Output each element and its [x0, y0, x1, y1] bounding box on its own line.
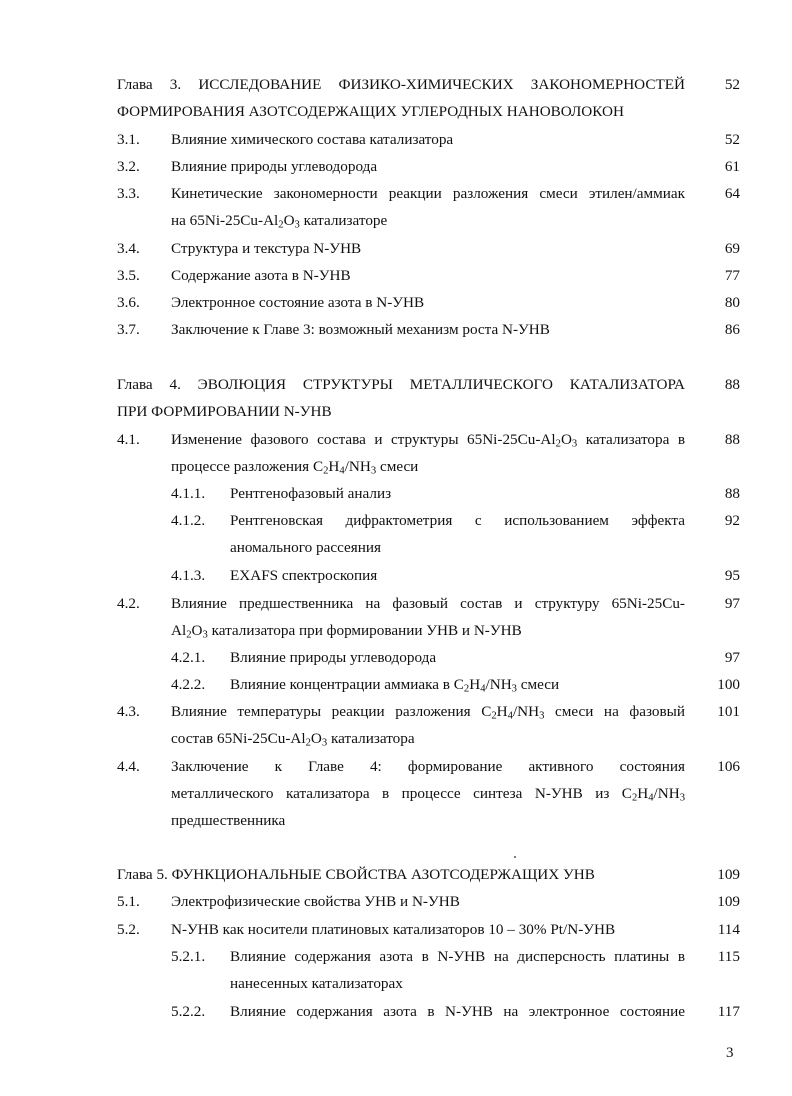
- section-page: 101: [717, 703, 740, 720]
- section-page: 95: [724, 567, 740, 584]
- section-page: 80: [724, 294, 740, 311]
- section-title-line2: $Al_2O_3$ катализатора при формировании УНВ и N-УНВ: [171, 622, 522, 641]
- section-title: [171, 753, 685, 835]
- section-title: Влияние концентрации аммиака в $C_2H_4/NH_3$ смеси: [230, 676, 560, 695]
- section-title-line1: Влияние предшественника на фазовый состав и структуру 65Ni-25Cu-: [171, 595, 685, 612]
- section-page: 100: [717, 676, 740, 693]
- section-number: 3.7.: [117, 321, 140, 338]
- section-page: 92: [724, 512, 740, 529]
- section-title-line1: Влияние содержания азота в N-УНВ на электронное состояние: [230, 1003, 685, 1020]
- section-title: Влияние природы углеводорода: [230, 649, 437, 666]
- section-title: [171, 426, 685, 480]
- chapter-3-heading: [117, 71, 685, 125]
- section-title-line1: Рентгеновская дифрактометрия с использованием эффекта: [230, 512, 685, 529]
- section-page: 69: [724, 240, 740, 257]
- section-number: 4.2.1.: [171, 649, 206, 666]
- section-number: 3.4.: [117, 240, 140, 257]
- section-title: [171, 698, 685, 752]
- section-number: 4.4.: [117, 758, 140, 775]
- section-number: 5.2.1.: [171, 948, 206, 965]
- chapter-4-heading: [117, 371, 685, 425]
- chapter-3-page: 52: [724, 76, 740, 93]
- section-title-line1: Влияние содержания азота в N-УНВ на дисперсность платины в: [230, 948, 685, 965]
- section-number: 4.3.: [117, 703, 140, 720]
- section-title-line1: Кинетические закономерности реакции разложения смеси этилен/аммиак: [171, 185, 685, 202]
- section-title: [171, 590, 685, 644]
- section-page: 88: [724, 485, 740, 502]
- chapter-5-page: 109: [717, 866, 740, 883]
- section-title: [230, 507, 685, 561]
- section-title-line2: аномального рассеяния: [230, 539, 381, 557]
- section-title-line2: на $65Ni-25Cu-Al_2O_3$ катализаторе: [171, 212, 388, 231]
- section-title: Электрофизические свойства УНВ и N-УНВ: [171, 893, 460, 910]
- section-title: EXAFS спектроскопия: [230, 567, 378, 584]
- section-number: 5.1.: [117, 893, 140, 910]
- stray-dot: [514, 856, 516, 858]
- section-title-line1: Влияние температуры реакции разложения $C_2H_4/NH_3$ смеси на фазовый: [171, 703, 685, 722]
- section-page: 109: [717, 893, 740, 910]
- section-title-line1: Заключение к Главе 4: формирование активного состояния: [171, 758, 685, 775]
- section-title: Содержание азота в N-УНВ: [171, 267, 351, 284]
- section-page: 114: [717, 921, 740, 938]
- chapter-5-title: Глава 5. ФУНКЦИОНАЛЬНЫЕ СВОЙСТВА АЗОТСОДЕРЖАЩИХ УНВ: [117, 866, 595, 883]
- section-title: [171, 180, 685, 234]
- chapter-4-title-line2: ПРИ ФОРМИРОВАНИИ N-УНВ: [117, 403, 332, 420]
- chapter-3-title-line2: ФОРМИРОВАНИЯ АЗОТСОДЕРЖАЩИХ УГЛЕРОДНЫХ НАНОВОЛОКОН: [117, 103, 624, 120]
- section-title: Влияние химического состава катализатора: [171, 131, 454, 148]
- section-title-line2: металлического катализатора в процессе синтеза N-УНВ из $C_2H_4/NH_3$: [171, 785, 685, 804]
- section-number: 4.2.: [117, 595, 140, 612]
- section-number: 3.6.: [117, 294, 140, 311]
- section-number: 3.3.: [117, 185, 140, 202]
- section-title: Влияние природы углеводорода: [171, 158, 378, 175]
- section-number: 5.2.: [117, 921, 140, 938]
- page-number: 3: [726, 1045, 734, 1061]
- section-number: 3.1.: [117, 131, 140, 148]
- section-page: 97: [724, 649, 740, 666]
- section-title-line1: Изменение фазового состава и структуры $65Ni-25Cu-Al_2O_3$ катализатора в: [171, 431, 685, 450]
- section-title: Структура и текстура N-УНВ: [171, 240, 362, 257]
- section-page: 64: [724, 185, 740, 202]
- section-page: 88: [724, 431, 740, 448]
- section-title: Электронное состояние азота в N-УНВ: [171, 294, 425, 311]
- section-number: 3.2.: [117, 158, 140, 175]
- section-number: 4.1.3.: [171, 567, 206, 584]
- section-number: 4.1.1.: [171, 485, 206, 502]
- section-number: 4.1.: [117, 431, 140, 448]
- section-title-line2: нанесенных катализаторах: [230, 975, 403, 993]
- section-page: 86: [724, 321, 740, 338]
- chapter-4-page: 88: [724, 376, 740, 393]
- section-page: 61: [724, 158, 740, 175]
- chapter-3-title-line1: Глава 3. ИССЛЕДОВАНИЕ ФИЗИКО-ХИМИЧЕСКИХ ЗАКОНОМЕРНОСТЕЙ: [117, 76, 685, 93]
- section-page: 106: [717, 758, 740, 775]
- section-title-line3: предшественника: [171, 812, 286, 830]
- section-number: 4.1.2.: [171, 512, 206, 529]
- section-title: N-УНВ как носители платиновых катализаторов 10 – 30% Pt/N-УНВ: [171, 921, 616, 938]
- section-number: 4.2.2.: [171, 676, 206, 693]
- section-title: Заключение к Главе 3: возможный механизм роста N-УНВ: [171, 321, 550, 338]
- section-page: 77: [724, 267, 740, 284]
- section-title: Рентгенофазовый анализ: [230, 485, 392, 502]
- section-page: 115: [717, 948, 740, 965]
- section-number: 5.2.2.: [171, 1003, 206, 1020]
- section-page: 97: [724, 595, 740, 612]
- chapter-4-title-line1: Глава 4. ЭВОЛЮЦИЯ СТРУКТУРЫ МЕТАЛЛИЧЕСКОГО КАТАЛИЗАТОРА: [117, 376, 685, 393]
- section-page: 52: [724, 131, 740, 148]
- section-title-line2: состав $65Ni-25Cu-Al_2O_3$ катализатора: [171, 730, 415, 749]
- section-page: 117: [717, 1003, 740, 1020]
- section-title-line2: процессе разложения $C_2H_4/NH_3$ смеси: [171, 458, 419, 477]
- section-number: 3.5.: [117, 267, 140, 284]
- section-title: [230, 943, 685, 997]
- section-title: [230, 998, 685, 1025]
